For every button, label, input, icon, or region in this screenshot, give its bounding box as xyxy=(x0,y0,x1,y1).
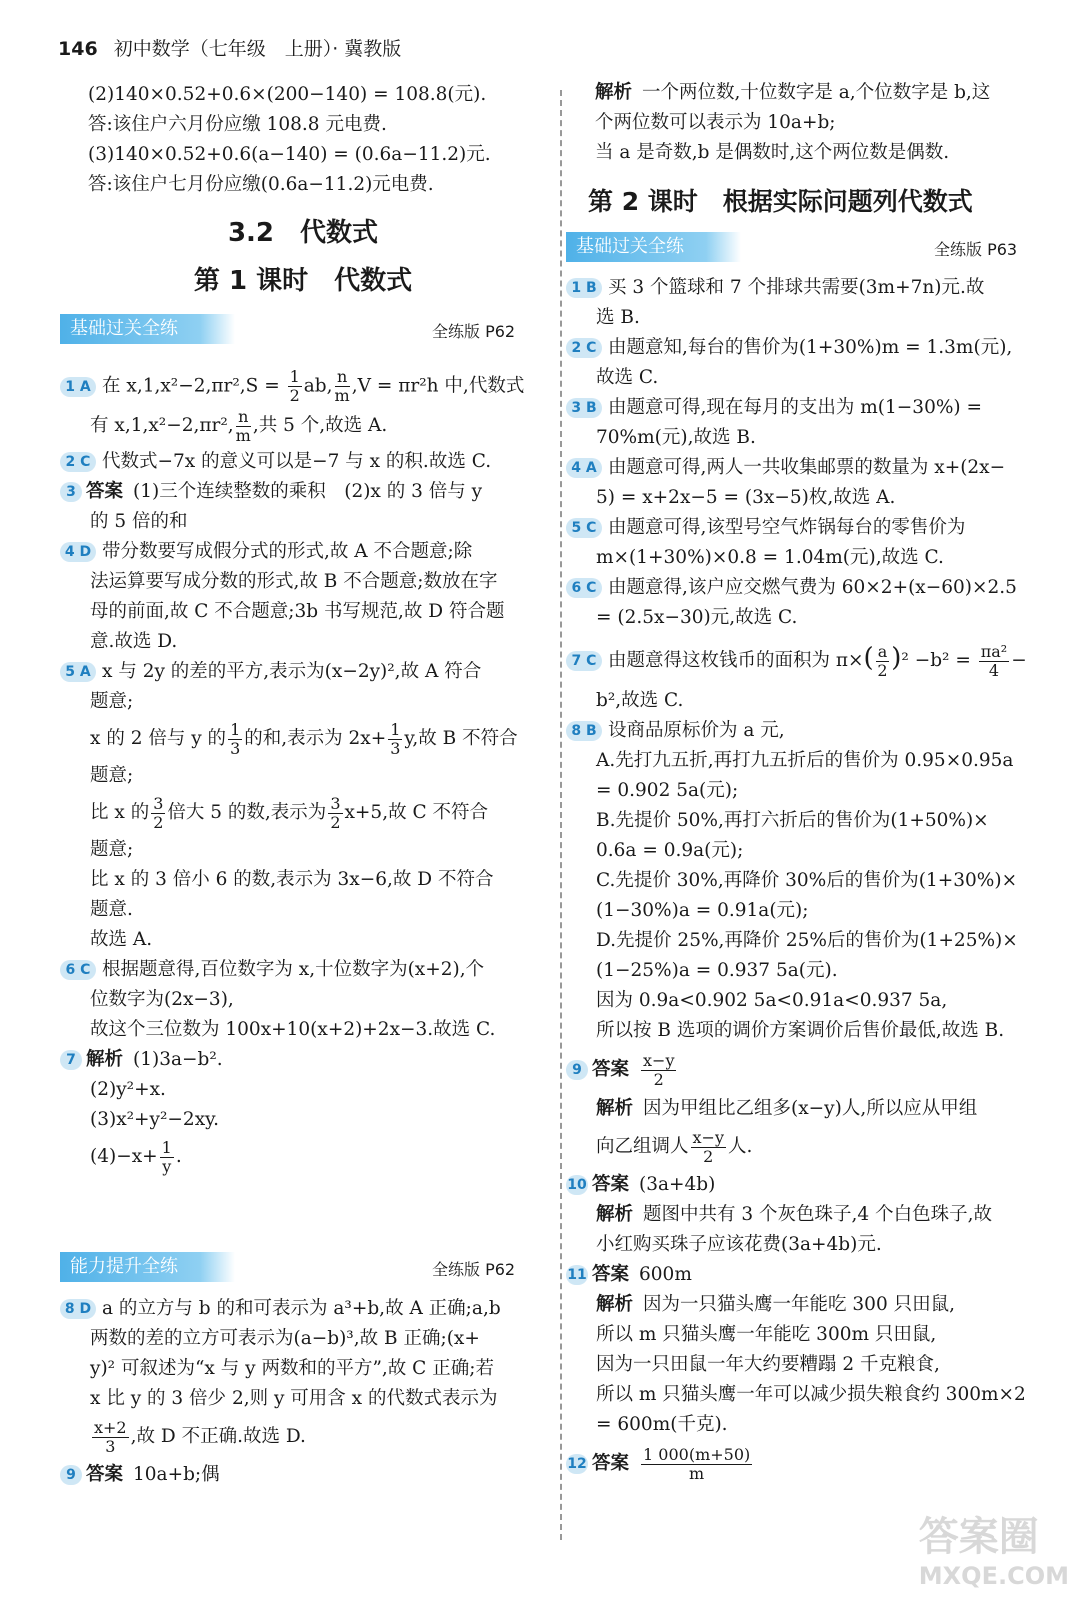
text-line: 所以按 B 选项的调价方案调价后售价最低,故选 B. xyxy=(596,1020,1005,1041)
text-line: A.先打九五折,再打九五折后的售价为 0.95×0.95a xyxy=(596,750,1014,771)
list-item: 4 A 由题意可得,两人一共收集邮票的数量为 x+(2x− xyxy=(566,453,1046,483)
fraction: $\frac{\text{πa²}}{4}$ xyxy=(980,641,1008,680)
keyword: 解析 xyxy=(595,82,633,103)
text: (1)三个连续整数的乘积 (2)x 的 3 倍与 y xyxy=(133,481,483,502)
text-line: (2)140×0.52+0.6×(200−140) = 108.8(元). xyxy=(88,84,487,105)
list-item: 10 答案 (3a+4b) xyxy=(567,1174,716,1195)
text-line: (3)x²+y²−2xy. xyxy=(90,1109,220,1130)
list-item xyxy=(60,955,540,985)
question-number: 9 xyxy=(60,1465,82,1485)
text: 10a+b;偶 xyxy=(133,1464,220,1485)
text-line: 故选 A. xyxy=(90,929,153,950)
text-line: 答:该住户六月份应缴 108.8 元电费. xyxy=(88,114,387,135)
keyword: 解析 xyxy=(596,1294,634,1315)
question-number: 3 xyxy=(60,482,82,502)
text-line: (3)140×0.52+0.6(a−140) = (0.6a−11.2)元. xyxy=(88,144,491,165)
keyword: 解析 xyxy=(596,1204,634,1225)
text-line: 答:该住户七月份应缴(0.6a−11.2)元电费. xyxy=(88,174,434,195)
text-line: 选 B. xyxy=(596,307,640,328)
section-title: 3.2 代数式 xyxy=(227,218,379,248)
answer-tag: 8 B xyxy=(566,721,602,741)
text-line: 个两位数可以表示为 10a+b; xyxy=(595,112,836,133)
text-line: 意.故选 D. xyxy=(90,631,178,652)
answer-tag: 5 C xyxy=(566,518,602,538)
list-item: 6 C 由题意得,该户应交燃气费为 60×2+(x−60)×2.5 xyxy=(566,573,1046,603)
list-item xyxy=(60,368,540,405)
text-line: = 0.902 5a(元); xyxy=(596,780,739,801)
text-line: 比 x 的 $\frac{3}{2}$ 倍大 5 的数,表示为 $\frac{3}{2}$ x+5,故 C 不符合 xyxy=(90,793,489,832)
text: ab, xyxy=(303,375,333,397)
fraction: $\frac{3}{2}$ xyxy=(153,793,164,832)
text-line: (4)−x+ $\frac{1}{y}$ . xyxy=(90,1137,182,1176)
text-line: b²,故选 C. xyxy=(596,690,684,711)
text-line: 题意. xyxy=(90,899,133,920)
text-line: C.先提价 30%,再降价 30%后的售价为(1+30%)× xyxy=(596,870,1018,891)
list-item: 11 答案 600m xyxy=(567,1264,692,1285)
list-item xyxy=(60,657,540,687)
text-line: 因为 0.9a<0.902 5a<0.91a<0.937 5a, xyxy=(596,990,948,1011)
text: x 与 2y 的差的平方,表示为(x−2y)²,故 A 符合 xyxy=(102,661,482,682)
list-item: 7 C 由题意得这枚钱币的面积为 π×( $\frac{a}{2}$ )² −b² = $\frac{\text{πa²}}{4}$ − xyxy=(566,633,1046,686)
list-item xyxy=(60,537,540,567)
fraction: $\frac{n}{m}$ xyxy=(235,406,251,445)
answer-tag: 5 A xyxy=(60,662,96,682)
text-line: 向乙组调人 $\frac{x-y}{2}$ 人. xyxy=(596,1127,753,1166)
text-line: 比 x 的 3 倍小 6 的数,表示为 3x−6,故 D 不符合 xyxy=(90,869,494,890)
text-line: 两数的差的立方可表示为(a−b)³,故 B 正确;(x+ xyxy=(90,1328,480,1349)
watermark: 答案圈 MXQE.COM xyxy=(918,1514,1069,1590)
question-number: 11 xyxy=(567,1267,587,1283)
text: (1)3a−b². xyxy=(133,1049,223,1070)
list-item: 2 C 由题意知,每台的售价为(1+30%)m = 1.3m(元), xyxy=(566,333,1046,363)
page-reference: 全练版 P63 xyxy=(934,240,1018,259)
list-item xyxy=(60,405,540,447)
left-items xyxy=(60,368,540,1179)
keyword: 答案 xyxy=(86,481,124,502)
answer-tag: 2 C xyxy=(566,338,602,358)
fraction: $\frac{1}{y}$ xyxy=(161,1137,172,1176)
text-line: (2)y²+x. xyxy=(90,1079,166,1100)
text-line: 题意; xyxy=(90,765,134,786)
text-line: = 600m(千克). xyxy=(596,1414,728,1435)
answer-tag: 3 B xyxy=(566,398,602,418)
answer-tag: 7 C xyxy=(566,651,602,671)
keyword: 答案 xyxy=(592,1264,630,1285)
text: ,V = πr²h 中,代数式 xyxy=(351,375,525,397)
text-line: 位数字为(2x−3), xyxy=(90,989,234,1010)
lesson-title: 第 1 课时 代数式 xyxy=(193,266,413,296)
list-item xyxy=(60,1460,540,1490)
keyword: 答案 xyxy=(592,1453,630,1474)
list-item: 8 B 设商品原标价为 a 元, xyxy=(566,716,1046,746)
text: 代数式−7x 的意义可以是−7 与 x 的积.故选 C. xyxy=(102,451,492,472)
list-item xyxy=(566,1440,1046,1488)
left-advanced-items xyxy=(60,1294,540,1490)
answer-tag: 6 C xyxy=(566,578,602,598)
banner-advanced: 能力提升全练 xyxy=(60,1252,235,1282)
fraction: $\frac{x+2}{3}$ xyxy=(94,1417,127,1456)
list-item: 1 B 买 3 个篮球和 7 个排球共需要(3m+7n)元.故 xyxy=(566,273,1046,303)
fraction: $\frac{x-y}{2}$ xyxy=(643,1050,675,1089)
text: a 的立方与 b 的和可表示为 a³+b,故 A 正确;a,b xyxy=(102,1298,501,1319)
answer-tag: 2 C xyxy=(60,452,96,472)
answer-tag: 8 D xyxy=(60,1299,96,1319)
page-number: 146 xyxy=(58,38,98,60)
question-number: 12 xyxy=(567,1456,587,1472)
question-number: 10 xyxy=(567,1177,587,1193)
text-line: 所以 m 只猫头鹰一年能吃 300m 只田鼠, xyxy=(596,1324,937,1345)
text-line: 解析 一个两位数,十位数字是 a,个位数字是 b,这 xyxy=(595,82,991,103)
lesson2-title: 第 2 课时 根据实际问题列代数式 xyxy=(588,187,973,216)
fraction: $\frac{1 000(m+50)}{m}$ xyxy=(643,1444,751,1483)
fraction: $\frac{n}{m}$ xyxy=(334,367,350,405)
text-line: x 比 y 的 3 倍少 2,则 y 可用含 x 的代数式表示为 xyxy=(90,1388,498,1409)
text: 在 x,1,x²−2,πr²,S = xyxy=(102,375,286,397)
keyword: 答案 xyxy=(592,1174,630,1195)
text-line: 解析 因为一只猫头鹰一年能吃 300 只田鼠, xyxy=(596,1294,955,1315)
right-items xyxy=(566,273,1046,1488)
text-line: (1−30%)a = 0.91a(元); xyxy=(596,900,809,921)
keyword: 答案 xyxy=(592,1059,630,1080)
keyword: 答案 xyxy=(86,1464,124,1485)
list-item xyxy=(60,477,540,507)
column-divider xyxy=(560,90,562,1540)
list-item xyxy=(60,1294,540,1324)
text-line: $\frac{x+2}{3}$ ,故 D 不正确.故选 D. xyxy=(94,1417,306,1456)
text-line: 母的前面,故 C 不合题意;3b 书写规范,故 D 符合题 xyxy=(90,601,505,622)
text-line: = (2.5x−30)元,故选 C. xyxy=(596,607,798,628)
text-line: 解析 题图中共有 3 个灰色珠子,4 个白色珠子,故 xyxy=(596,1204,992,1225)
text-line: 当 a 是奇数,b 是偶数时,这个两位数是偶数. xyxy=(595,142,950,163)
text-line: 题意; xyxy=(90,691,134,712)
text-line: (1−25%)a = 0.937 5a(元). xyxy=(596,960,838,981)
fraction: $\frac{1}{3}$ xyxy=(390,719,401,758)
answer-tag: 4 A xyxy=(566,458,602,478)
page-reference: 全练版 P62 xyxy=(432,1260,516,1279)
text: ,共 5 个,故选 A. xyxy=(252,415,388,436)
left-top-block xyxy=(88,80,491,200)
list-item xyxy=(60,1045,540,1075)
text-line: m×(1+30%)×0.8 = 1.04m(元),故选 C. xyxy=(596,547,944,568)
text-line: 70%m(元),故选 B. xyxy=(596,427,756,448)
text-line: 因为一只田鼠一年大约要糟蹋 2 千克粮食, xyxy=(596,1354,940,1375)
text: 带分数要写成假分式的形式,故 A 不合题意;除 xyxy=(102,541,473,562)
fraction: $\frac{a}{2}$ xyxy=(877,641,888,680)
page-reference: 全练版 P62 xyxy=(432,322,516,341)
keyword: 解析 xyxy=(596,1098,634,1119)
list-item xyxy=(566,1046,1046,1094)
text-line: y)² 可叙述为“x 与 y 两数和的平方”,故 C 正确;若 xyxy=(90,1358,494,1379)
text-line: 5) = x+2x−5 = (3x−5)枚,故选 A. xyxy=(596,487,896,508)
list-item: 3 B 由题意可得,现在每月的支出为 m(1−30%) = xyxy=(566,393,1046,423)
text: 有 x,1,x²−2,πr², xyxy=(90,415,234,436)
answer-tag: 4 D xyxy=(60,542,96,562)
fraction: $\frac{x-y}{2}$ xyxy=(692,1127,724,1166)
answer-tag: 6 C xyxy=(60,960,96,980)
text: 根据题意得,百位数字为 x,十位数字为(x+2),个 xyxy=(102,959,485,980)
text-line: 解析 因为甲组比乙组多(x−y)人,所以应从甲组 xyxy=(596,1098,978,1119)
text-line: 故这个三位数为 100x+10(x+2)+2x−3.故选 C. xyxy=(90,1019,496,1040)
fraction: $\frac{3}{2}$ xyxy=(330,793,341,832)
text-line: 法运算要写成分数的形式,故 B 不合题意;数放在字 xyxy=(90,571,498,592)
question-number: 7 xyxy=(60,1050,82,1070)
text-line: 题意; xyxy=(90,839,134,860)
keyword: 解析 xyxy=(86,1049,124,1070)
banner-basic: 基础过关全练 xyxy=(60,314,235,344)
fraction: $\frac{1}{3}$ xyxy=(230,719,241,758)
page-header xyxy=(58,34,401,61)
text-line: B.先提价 50%,再打六折后的售价为(1+50%)× xyxy=(596,810,989,831)
text-line: 0.6a = 0.9a(元); xyxy=(596,840,744,861)
answer-tag: 1 B xyxy=(566,278,602,298)
answer-tag: 1 A xyxy=(60,377,96,397)
list-item xyxy=(60,447,540,477)
banner-basic: 基础过关全练 xyxy=(566,232,741,262)
text-line: 故选 C. xyxy=(596,367,659,388)
text-line: D.先提价 25%,再降价 25%后的售价为(1+25%)× xyxy=(596,930,1018,951)
list-item: 5 C 由题意可得,该型号空气炸锅每台的零售价为 xyxy=(566,513,1046,543)
right-top-block xyxy=(595,78,1055,168)
text-line: 小红购买珠子应该花费(3a+4b)元. xyxy=(596,1234,882,1255)
question-number: 9 xyxy=(566,1060,588,1080)
text-line: 所以 m 只猫头鹰一年可以减少损失粮食约 300m×2 xyxy=(596,1384,1026,1405)
text-line: 的 5 倍的和 xyxy=(90,511,188,532)
book-title: 初中数学（七年级 上册）· 冀教版 xyxy=(113,38,402,60)
text-line: x 的 2 倍与 y 的 $\frac{1}{3}$ 的和,表示为 2x+ $\frac{1}{3}$ y,故 B 不符合 xyxy=(90,719,518,758)
fraction: $\frac{1}{2}$ xyxy=(289,367,300,405)
